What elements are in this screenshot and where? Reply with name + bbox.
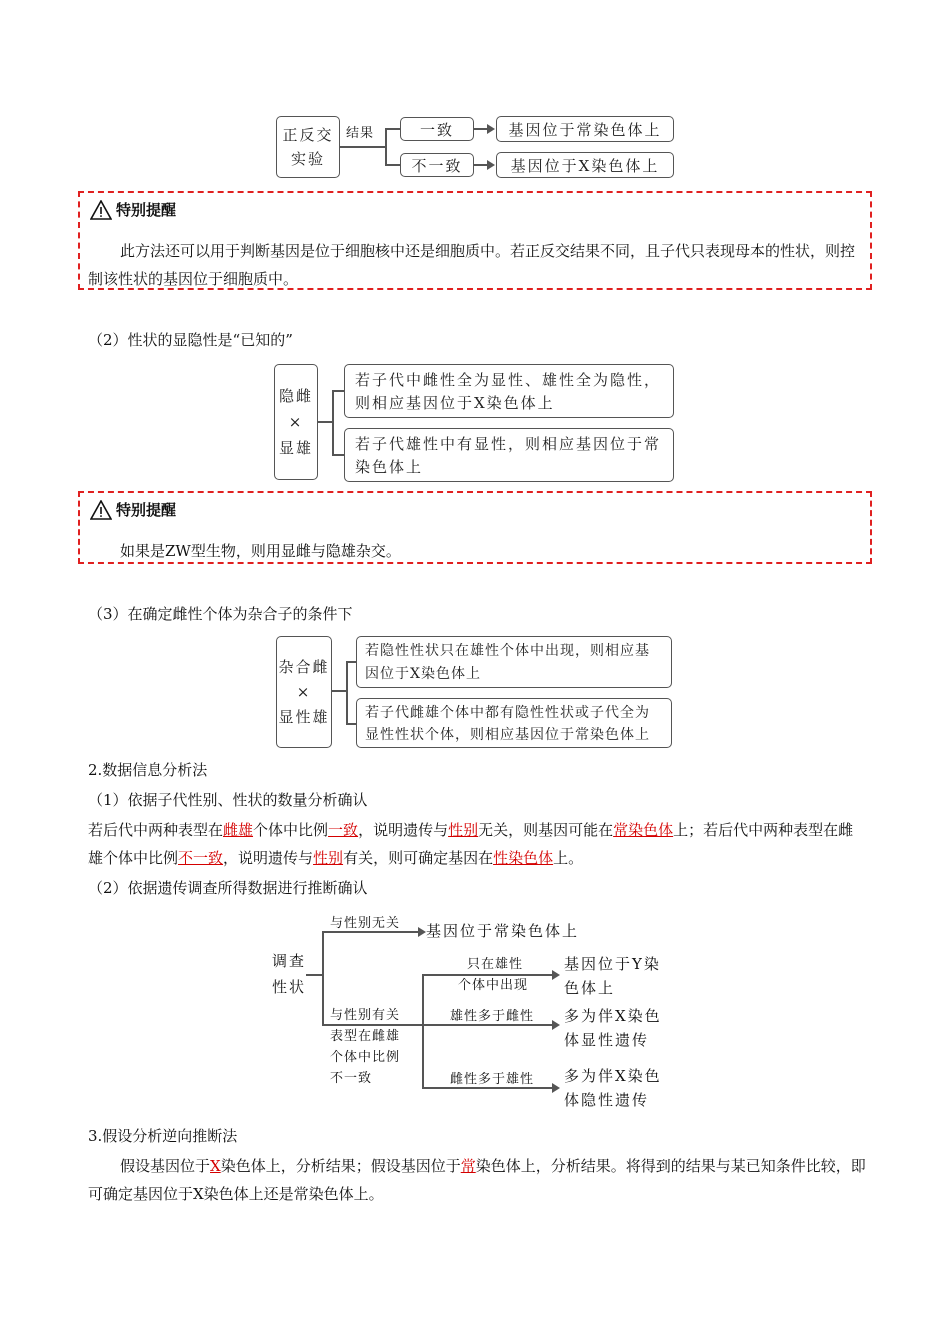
box-line: 正反交	[282, 126, 334, 144]
branch-line: 表型在雌雄	[330, 1029, 401, 1044]
branch-line: 不一致	[330, 1071, 373, 1086]
connector	[346, 723, 356, 725]
arrow-head	[487, 124, 495, 134]
result-label	[564, 1064, 662, 1112]
connector	[385, 128, 400, 130]
answer-blank: 性别	[313, 849, 344, 867]
subsection-heading: （1）依据子代性别、性状的数量分析确认	[88, 791, 368, 809]
result-label	[564, 952, 661, 1000]
answer-blank: 性染色体	[493, 849, 554, 867]
branch-line: 与性别有关	[330, 1008, 401, 1023]
answer-blank: 雌雄	[223, 821, 254, 839]
connector	[422, 1087, 556, 1089]
connector	[332, 390, 334, 454]
text-run: ，说明遗传与	[358, 821, 449, 839]
connector	[332, 454, 344, 456]
text-run: 若后代中两种表型在	[88, 821, 224, 839]
tip-text: 此方法还可以用于判断基因是位于细胞核中还是细胞质中。若正反交结果不同，且子代只表现母本的性状，则控制该性状的基因位于细胞质中。	[88, 242, 856, 288]
tip-title-text: 特别提醒	[116, 201, 177, 219]
text-run: 上；若后代中两种表型在雌雄个体中比例	[88, 821, 854, 867]
tip-callout	[78, 191, 872, 290]
arrow-head	[552, 970, 560, 980]
tip-title-text: 特别提醒	[116, 501, 177, 519]
answer-blank: 不一致	[178, 849, 224, 867]
answer-blank: X	[210, 1157, 221, 1175]
connector	[422, 1024, 556, 1026]
arrow-line	[474, 128, 488, 130]
answer-blank: 常染色体	[613, 821, 674, 839]
sub-branch-label: 雌性多于雄性	[450, 1072, 535, 1087]
result-line: 体显性遗传	[564, 1031, 650, 1049]
arrow-head	[418, 927, 426, 937]
cross-experiment-box	[276, 116, 340, 178]
connector	[332, 390, 344, 392]
result-box: 若子代雄性中有显性，则相应基因位于常染色体上	[344, 428, 674, 482]
part-heading: 2.数据信息分析法	[88, 761, 208, 779]
connector	[422, 974, 424, 1087]
x-chromosome-result-box: 基因位于X染色体上	[496, 152, 674, 178]
tip-title	[90, 499, 176, 520]
box-line: 显性雄	[278, 707, 330, 726]
autosome-result-box: 基因位于常染色体上	[496, 116, 674, 142]
box-line: 杂合雌	[278, 657, 330, 676]
cross-box	[276, 636, 332, 748]
box-line: 实验	[290, 150, 325, 168]
text-run: 无关，则基因可能在	[478, 821, 614, 839]
connector	[318, 421, 332, 423]
part-heading: 3.假设分析逆向推断法	[88, 1127, 238, 1145]
sub-branch-label: 雄性多于雌性	[450, 1009, 535, 1024]
text-run: 染色体上，分析结果。将得到的结果与某已知条件比较，即可确定基因位于X染色体上还是常染色体上。	[88, 1157, 866, 1203]
edge-label-result: 结果	[346, 126, 375, 141]
text-run: 有关，则可确定基因在	[343, 849, 494, 867]
connector	[346, 661, 356, 663]
result-line: 多为伴X染色	[564, 1067, 662, 1085]
result-label	[564, 1004, 662, 1052]
tip-callout	[78, 491, 872, 564]
result-line: 色体上	[564, 979, 616, 997]
branch-line: 个体中比例	[330, 1050, 401, 1065]
text-run: 染色体上，分析结果；假设基因位于	[220, 1157, 461, 1175]
hypothesis-paragraph	[88, 1152, 866, 1208]
root-label	[272, 948, 306, 1000]
tip-title	[90, 199, 176, 220]
section-heading: （2）性状的显隐性是“已知的”	[88, 331, 293, 349]
text-run: 假设基因位于	[120, 1157, 211, 1175]
result-line: 体隐性遗传	[564, 1091, 650, 1109]
connector	[322, 931, 324, 1024]
answer-blank: 性别	[448, 821, 479, 839]
root-line: 调查	[272, 952, 307, 970]
box-line: ×	[296, 682, 312, 701]
text-run: 个体中比例	[253, 821, 329, 839]
warning-icon	[90, 500, 112, 520]
box-line: 显雄	[278, 439, 313, 457]
arrow-line	[474, 164, 488, 166]
inconsistent-box: 不一致	[400, 153, 474, 177]
connector	[346, 661, 348, 723]
text-run: 上。	[553, 849, 584, 867]
arrow-head	[487, 160, 495, 170]
box-line: 隐雌	[278, 387, 313, 405]
result-line: 多为伴X染色	[564, 1007, 662, 1025]
connector	[306, 974, 322, 976]
result-line: 基因位于Y染	[564, 955, 661, 973]
connector	[322, 931, 422, 933]
box-line: ×	[288, 413, 304, 431]
connector	[332, 690, 346, 692]
root-line: 性状	[272, 978, 307, 996]
subsection-heading: （2）依据遗传调查所得数据进行推断确认	[88, 879, 368, 897]
connector	[385, 128, 387, 164]
result-box: 若子代雌雄个体中都有隐性性状或子代全为显性性状个体，则相应基因位于常染色体上	[356, 698, 672, 748]
text-run: ，说明遗传与	[223, 849, 314, 867]
analysis-paragraph	[88, 816, 866, 872]
tip-text: 如果是ZW型生物，则用显雌与隐雄杂交。	[120, 542, 401, 560]
arrow-head	[552, 1083, 560, 1093]
label-line: 只在雄性	[467, 957, 524, 972]
result-box: 若隐性性状只在雄性个体中出现，则相应基因位于X染色体上	[356, 636, 672, 688]
label-line: 个体中出现	[458, 978, 529, 993]
connector	[385, 164, 400, 166]
branch-label: 与性别无关	[330, 916, 401, 931]
answer-blank: 一致	[328, 821, 359, 839]
section-heading: （3）在确定雌性个体为杂合子的条件下	[88, 605, 353, 623]
consistent-box: 一致	[400, 117, 474, 141]
arrow-head	[552, 1020, 560, 1030]
result-label: 基因位于常染色体上	[426, 922, 580, 940]
answer-blank: 常	[460, 1157, 476, 1175]
cross-box	[274, 364, 318, 480]
sub-branch-label	[458, 954, 529, 996]
branch-label	[330, 1005, 400, 1089]
result-box: 若子代中雌性全为显性、雄性全为隐性，则相应基因位于X染色体上	[344, 364, 674, 418]
warning-icon	[90, 200, 112, 220]
